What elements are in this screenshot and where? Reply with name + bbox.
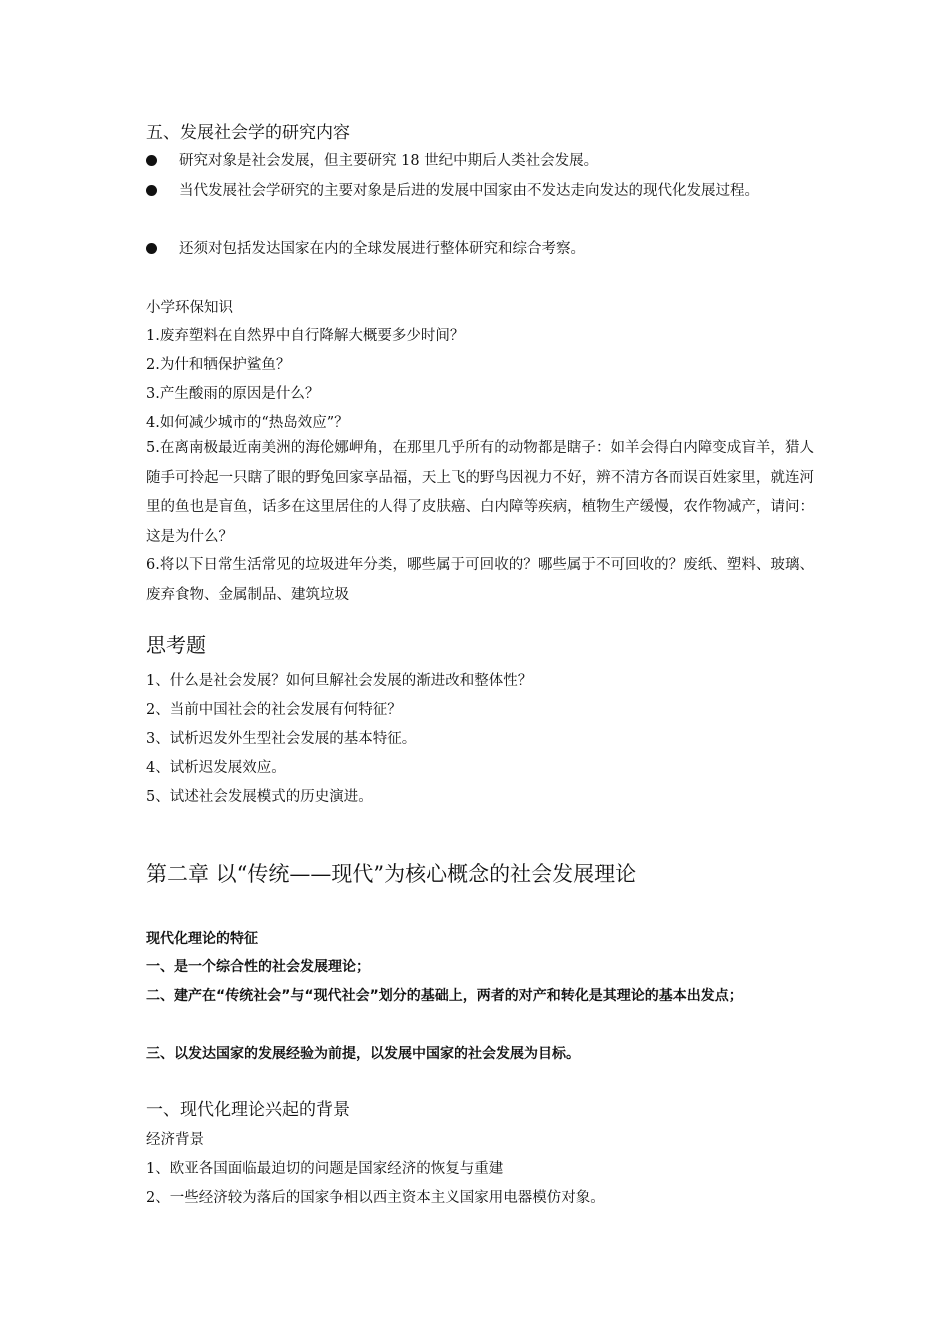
bullet-text: 研究对象是社会发展，但主要研究 18 世纪中期后人类社会发展。	[179, 153, 599, 169]
list-item: 5.在离南极最近南美洲的海伦娜岬角，在那里几乎所有的动物都是瞎子：如羊会得白内障变成盲羊，猎人随手可拎起一只瞎了眼的野兔回家享品福，天上飞的野鸟因视力不好，辨不清方各而误百姓家里，就连河里的鱼也是盲鱼，话多在这里居住的人得了皮肤癌、白内障等疾病，植物生产缓慢，农作物减产，请问：这是为什么？	[146, 440, 814, 545]
section-title-questions: 思考题	[146, 633, 206, 657]
list-item: 2、一些经济较为落后的国家争相以西主资本主义国家用电器模仿对象。	[146, 1190, 605, 1206]
bullet-dot-icon	[146, 243, 157, 254]
feature-item: 二、建产在“传统社会”与“现代社会”划分的基础上，两者的对产和转化是其理论的基本出发点；	[146, 988, 743, 1004]
question-item: 3、试析迟发外生型社会发展的基本特征。	[146, 731, 417, 747]
bullet-text: 还须对包括发达国家在内的全球发展进行整体研究和综合考察。	[179, 241, 585, 257]
list-item: 6.将以下日常生活常见的垃圾进年分类，哪些属于可回收的？哪些属于不可回收的？废纸、塑料、玻璃、废弃食物、金属制品、建筑垃圾	[146, 557, 814, 603]
list-item: 1.废弃塑料在自然界中自行降解大概要多少时间？	[146, 328, 465, 344]
bullet-dot-icon	[146, 185, 157, 196]
list-item: 4.如何减少城市的“热岛效应”？	[146, 415, 349, 431]
question-item: 1、什么是社会发展？如何旦解社会发展的渐进改和整体性？	[146, 673, 533, 689]
list-item: 2.为什和牺保护鲨鱼？	[146, 357, 291, 373]
subsection-title: 经济背景	[146, 1132, 204, 1148]
bullet-dot-icon	[146, 155, 157, 166]
section-title-eco-knowledge: 小学环保知识	[146, 300, 233, 316]
question-item: 4、试析迟发展效应。	[146, 760, 286, 776]
chapter-title: 第二章 以“传统——现代”为核心概念的社会发展理论	[146, 862, 637, 886]
section-title-background: 一、现代化理论兴起的背景	[146, 1100, 350, 1120]
feature-item: 一、是一个综合性的社会发展理论；	[146, 959, 370, 975]
features-title: 现代化理论的特征	[146, 931, 258, 947]
section-title-research-content: 五、发展社会学的研究内容	[146, 123, 350, 143]
list-item: 3.产生酸雨的原因是什么？	[146, 386, 320, 402]
bullet-text: 当代发展社会学研究的主要对象是后进的发展中国家由不发达走向发达的现代化发展过程。	[179, 183, 759, 199]
list-item: 1、欧亚各国面临最迫切的问题是国家经济的恢复与重建	[146, 1161, 504, 1177]
feature-item: 三、以发达国家的发展经验为前提，以发展中国家的社会发展为目标。	[146, 1046, 580, 1062]
question-item: 5、试述社会发展模式的历史演进。	[146, 789, 373, 805]
question-item: 2、当前中国社会的社会发展有何特征？	[146, 702, 402, 718]
